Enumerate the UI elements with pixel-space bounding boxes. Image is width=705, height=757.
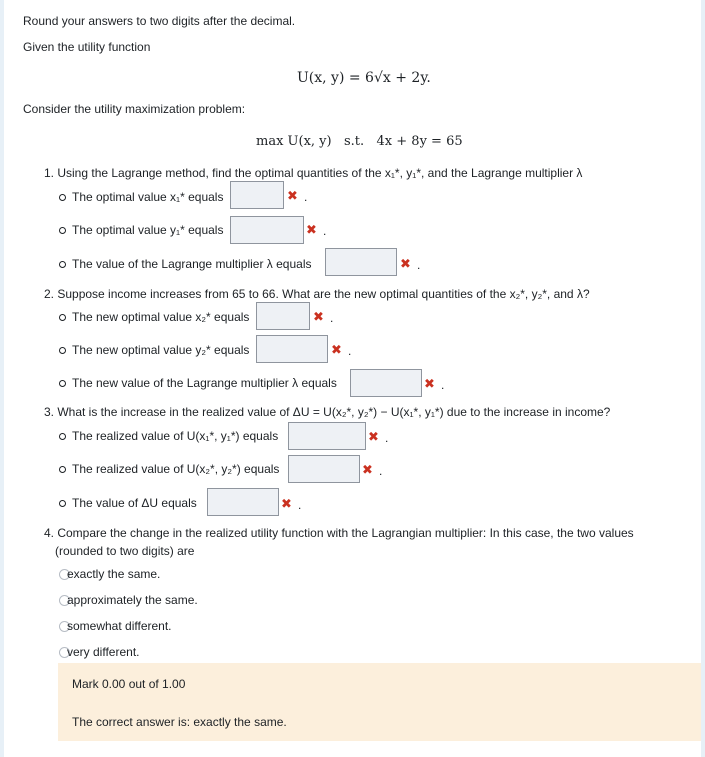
q1-item2-label: The optimal value y₁* equals — [72, 223, 224, 237]
q2-item2-label: The new optimal value y₂* equals — [72, 343, 250, 357]
q2-x2-input[interactable] — [256, 302, 310, 330]
incorrect-icon: ✖ — [287, 189, 298, 204]
bullet — [59, 194, 66, 201]
q2-item3-label: The new value of the Lagrange multiplier λ equals — [72, 376, 337, 390]
q3-item2-label: The realized value of U(x₂*, y₂*) equals — [72, 462, 280, 476]
bullet — [59, 500, 66, 507]
problem-formula: max U(x, y) s.t. 4x + 8y = 65 — [256, 134, 463, 149]
incorrect-icon: ✖ — [424, 377, 435, 392]
q3-item1-label: The realized value of U(x₁*, y₁*) equals — [72, 429, 279, 443]
q1-item3-label: The value of the Lagrange multiplier λ equals — [72, 257, 312, 271]
q3-delta-input[interactable] — [207, 488, 279, 516]
option-label: very different. — [67, 645, 140, 659]
q2-item1-label: The new optimal value x₂* equals — [72, 310, 250, 324]
utility-formula: U(x, y) = 6√x + 2y. — [297, 70, 431, 86]
q3-u1-input[interactable] — [288, 422, 366, 450]
incorrect-icon: ✖ — [306, 223, 317, 238]
bullet — [59, 261, 66, 268]
q1-x1-input[interactable] — [230, 181, 284, 209]
given-text: Given the utility function — [23, 40, 151, 54]
q2-y2-input[interactable] — [256, 335, 328, 363]
q4-text-line2: (rounded to two digits) are — [55, 544, 195, 558]
option-label: approximately the same. — [67, 593, 198, 607]
q1-text: 1. Using the Lagrange method, find the optimal quantities of the x₁*, y₁*, and the Lagrange multiplier λ — [44, 166, 583, 180]
q3-item3-label: The value of ΔU equals — [72, 496, 197, 510]
consider-text: Consider the utility maximization problem: — [23, 102, 246, 116]
q2-lambda-input[interactable] — [350, 369, 422, 397]
incorrect-icon: ✖ — [331, 343, 342, 358]
bullet — [59, 314, 66, 321]
incorrect-icon: ✖ — [313, 310, 324, 325]
incorrect-icon: ✖ — [368, 430, 379, 445]
q2-text: 2. Suppose income increases from 65 to 66. What are the new optimal quantities of the x₂*, y₂*, and λ? — [44, 287, 590, 301]
incorrect-icon: ✖ — [281, 497, 292, 512]
feedback-box — [58, 663, 701, 741]
q1-y1-input[interactable] — [230, 216, 304, 244]
bullet — [59, 433, 66, 440]
q4-text-line1: 4. Compare the change in the realized utility function with the Lagrangian multiplier: In this case, the two values — [44, 526, 634, 540]
correct-answer-text: The correct answer is: exactly the same. — [72, 715, 287, 729]
q3-u2-input[interactable] — [288, 455, 360, 483]
incorrect-icon: ✖ — [400, 257, 411, 272]
q1-lambda-input[interactable] — [325, 248, 397, 276]
round-note: Round your answers to two digits after the decimal. — [23, 14, 296, 28]
question-panel: Round your answers to two digits after the decimal. Given the utility function U(x, y) = 6√x + 2y. Consider the utility maximization problem: max U(x, y) s.t. 4x + 8y = 65 1. Using the Lagrange method, find the optimal quantities of the x₁*, y₁*, and the Lagrange multiplier λ The optimal value x₁* equals ✖ . The optimal value y₁* equals ✖ . The value of the Lagrange multiplier λ equals ✖ . 2. Suppose income increases from 65 to 66. What are the new optimal quantities of the x₂*, y₂*, and λ? The new optimal value x₂* equals ✖ . The new optimal value y₂* equals ✖ . The new value of the Lagrange multiplier λ equals ✖ . 3. What is the increase in the realized value of ΔU = U(x₂*, y₂*) − U(x₁*, y₁*) due to the increase in income? The realized value of U(x₁*, y₁*) equals ✖ . The realized value of U(x₂*, y₂*) equals ✖ . The value of ΔU equals ✖ . 4. Compare the change in the realized utility function with the Lagrangian multiplier: In this case, the two values (rounded to two digits) are exactly the same. approximately the same. somewhat different. very different. Mark 0.00 out of 1.00 The correct answer is: exactly the same. — [4, 0, 701, 757]
option-label: exactly the same. — [67, 567, 161, 581]
option-label: somewhat different. — [67, 619, 172, 633]
mark-text: Mark 0.00 out of 1.00 — [72, 677, 186, 691]
incorrect-icon: ✖ — [362, 463, 373, 478]
q3-text: 3. What is the increase in the realized value of ΔU = U(x₂*, y₂*) − U(x₁*, y₁*) due to the increase in income? — [44, 405, 611, 419]
bullet — [59, 347, 66, 354]
bullet — [59, 466, 66, 473]
bullet — [59, 380, 66, 387]
bullet — [59, 227, 66, 234]
q1-item1-label: The optimal value x₁* equals — [72, 190, 224, 204]
